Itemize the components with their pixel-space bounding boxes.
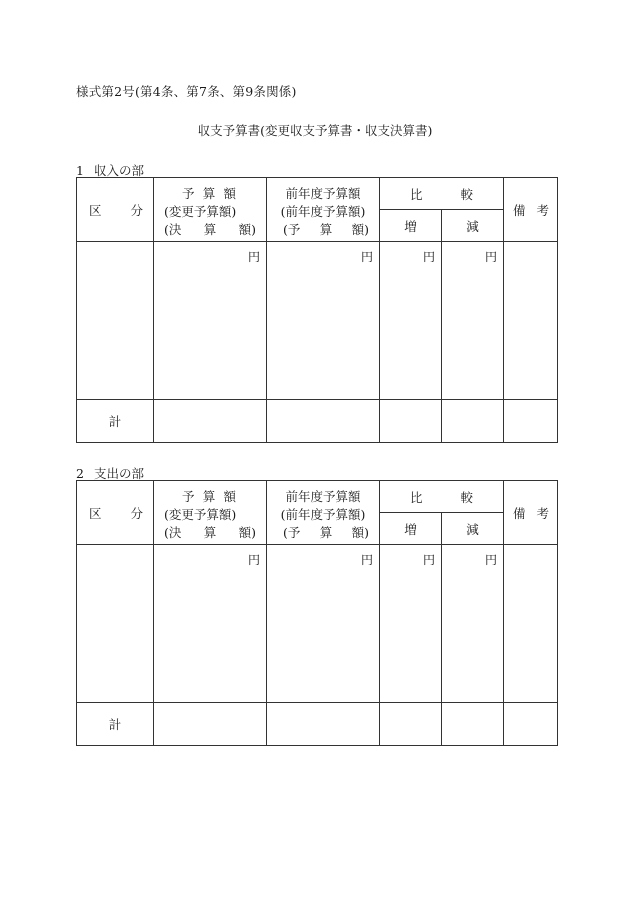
header-kubun: 区 分 — [77, 178, 154, 242]
total-cell — [380, 703, 442, 746]
section-label: 収入の部 — [94, 163, 145, 178]
remarks-cell — [504, 242, 558, 400]
table-row — [77, 545, 558, 703]
total-label: 計 — [77, 703, 154, 746]
kubun-cell — [77, 242, 154, 400]
table-row — [77, 242, 558, 400]
yen-unit: 円 — [360, 553, 373, 567]
header-budget-amount: 予 算 額 (変更予算額) (決 算 額) — [154, 481, 267, 545]
kubun-cell — [77, 545, 154, 703]
total-cell — [504, 400, 558, 443]
header-budget-amount: 予 算 額 (変更予算額) (決 算 額) — [154, 178, 267, 242]
header-decrease: 減 — [442, 210, 504, 242]
income-budget-table — [76, 177, 558, 443]
budget-amount-cell — [154, 242, 267, 400]
yen-unit: 円 — [484, 250, 497, 264]
total-cell — [267, 703, 380, 746]
increase-cell — [380, 545, 442, 703]
increase-cell — [380, 242, 442, 400]
yen-unit: 円 — [422, 250, 435, 264]
total-cell — [442, 703, 504, 746]
remarks-cell — [504, 545, 558, 703]
total-cell — [154, 703, 267, 746]
yen-unit: 円 — [360, 250, 373, 264]
total-cell — [504, 703, 558, 746]
header-increase: 増 — [380, 210, 442, 242]
total-cell — [380, 400, 442, 443]
header-remarks: 備 考 — [504, 481, 558, 545]
yen-unit: 円 — [484, 553, 497, 567]
previous-year-cell — [267, 242, 380, 400]
yen-unit: 円 — [247, 250, 260, 264]
total-cell — [154, 400, 267, 443]
form-number: 様式第2号(第4条、第7条、第9条関係) — [76, 84, 297, 99]
total-row — [77, 400, 558, 443]
total-cell — [267, 400, 380, 443]
header-kubun: 区 分 — [77, 481, 154, 545]
header-increase: 増 — [380, 513, 442, 545]
header-remarks: 備 考 — [504, 178, 558, 242]
document-title: 収支予算書(変更収支予算書・収支決算書) — [197, 123, 433, 138]
yen-unit: 円 — [422, 553, 435, 567]
total-label: 計 — [77, 400, 154, 443]
header-previous-year-budget: 前年度予算額 (前年度予算額) (予 算 額) — [267, 178, 380, 242]
header-comparison: 比 較 — [380, 481, 504, 513]
budget-amount-cell — [154, 545, 267, 703]
header-previous-year-budget: 前年度予算額 (前年度予算額) (予 算 額) — [267, 481, 380, 545]
header-decrease: 減 — [442, 513, 504, 545]
section-number: 2 — [76, 466, 84, 481]
section-number: 1 — [76, 163, 84, 178]
decrease-cell — [442, 545, 504, 703]
section-label: 支出の部 — [94, 466, 145, 481]
decrease-cell — [442, 242, 504, 400]
header-comparison: 比 較 — [380, 178, 504, 210]
total-cell — [442, 400, 504, 443]
expenditure-budget-table — [76, 480, 558, 746]
total-row — [77, 703, 558, 746]
yen-unit: 円 — [247, 553, 260, 567]
previous-year-cell — [267, 545, 380, 703]
